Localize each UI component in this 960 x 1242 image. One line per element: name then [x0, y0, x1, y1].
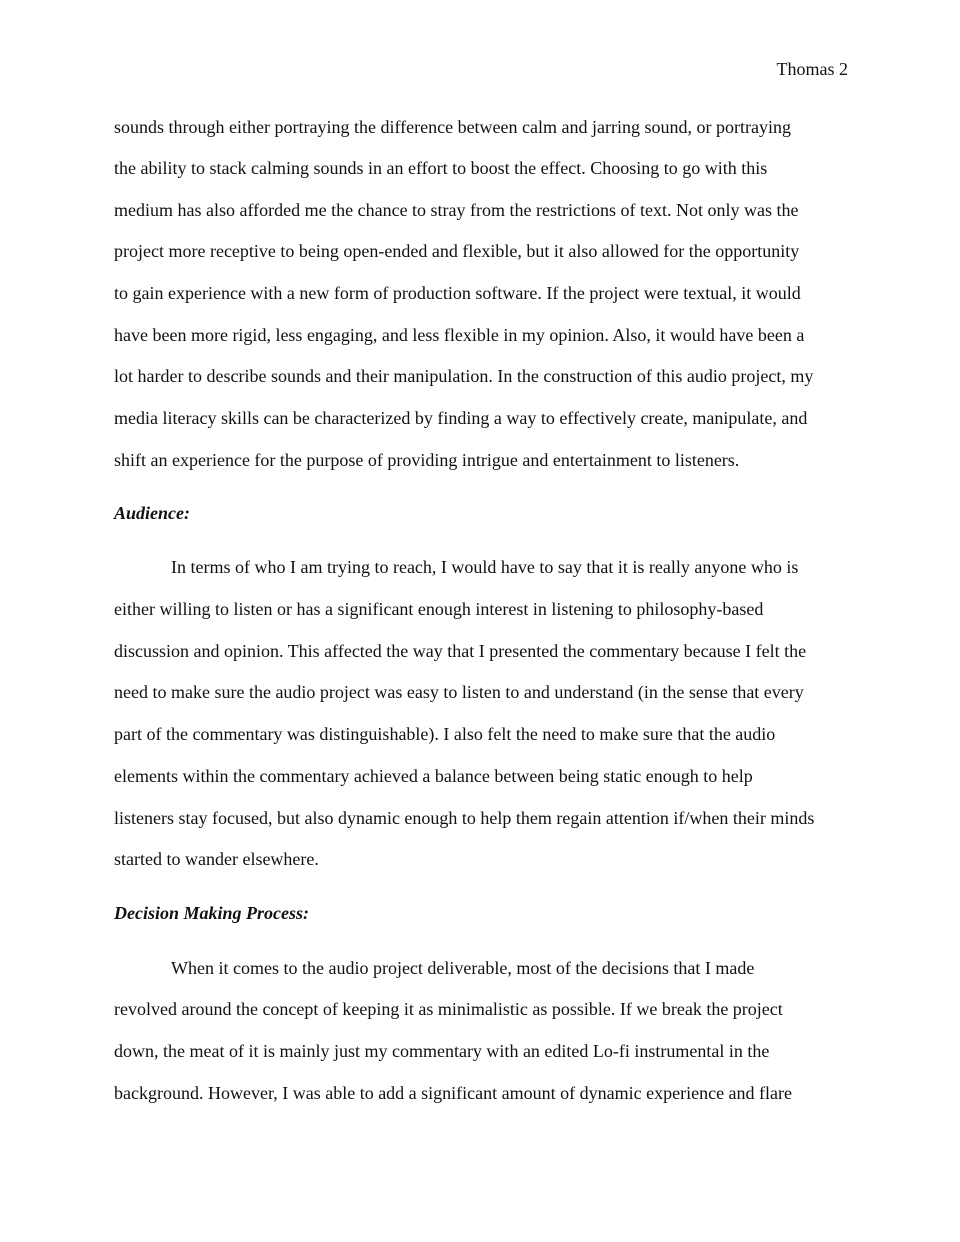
paragraph-line: When it comes to the audio project deliverable, most of the decisions that I made [171, 958, 755, 978]
paragraph-line: started to wander elsewhere. [114, 849, 319, 869]
paragraph-line: the ability to stack calming sounds in an effort to boost the effect. Choosing to go with this [114, 158, 768, 178]
paragraph-line: part of the commentary was distinguishable). I also felt the need to make sure that the audio [114, 724, 776, 744]
paragraph-line: either willing to listen or has a significant enough interest in listening to philosophy-based [114, 599, 764, 619]
paragraph-line: listeners stay focused, but also dynamic enough to help them regain attention if/when their minds [114, 808, 815, 828]
section-heading-audience: Audience: [114, 503, 190, 523]
paragraph-line: media literacy skills can be characterized by finding a way to effectively create, manipulate, and [114, 408, 808, 428]
paragraph-line: revolved around the concept of keeping it as minimalistic as possible. If we break the project [114, 999, 783, 1019]
section-heading-decision-making: Decision Making Process: [114, 903, 309, 923]
paragraph-line: medium has also afforded me the chance to stray from the restrictions of text. Not only was the [114, 200, 799, 220]
paragraph-line: to gain experience with a new form of production software. If the project were textual, it would [114, 283, 801, 303]
paragraph-line: project more receptive to being open-ended and flexible, but it also allowed for the opportunity [114, 241, 800, 261]
paragraph-line: have been more rigid, less engaging, and less flexible in my opinion. Also, it would have been a [114, 325, 805, 345]
paragraph-line: need to make sure the audio project was easy to listen to and understand (in the sense that every [114, 682, 804, 702]
paragraph-line: lot harder to describe sounds and their manipulation. In the construction of this audio project, my [114, 366, 814, 386]
paragraph-line: down, the meat of it is mainly just my commentary with an edited Lo-fi instrumental in the [114, 1041, 770, 1061]
paragraph-line: elements within the commentary achieved a balance between being static enough to help [114, 766, 753, 786]
paragraph-line: In terms of who I am trying to reach, I would have to say that it is really anyone who is [171, 557, 799, 577]
paragraph-line: shift an experience for the purpose of providing intrigue and entertainment to listeners. [114, 450, 740, 470]
paragraph-line: discussion and opinion. This affected the way that I presented the commentary because I felt the [114, 641, 807, 661]
running-head: Thomas 2 [776, 59, 848, 79]
paragraph-line: sounds through either portraying the difference between calm and jarring sound, or portraying [114, 117, 791, 137]
paragraph-line: background. However, I was able to add a significant amount of dynamic experience and flare [114, 1083, 793, 1103]
